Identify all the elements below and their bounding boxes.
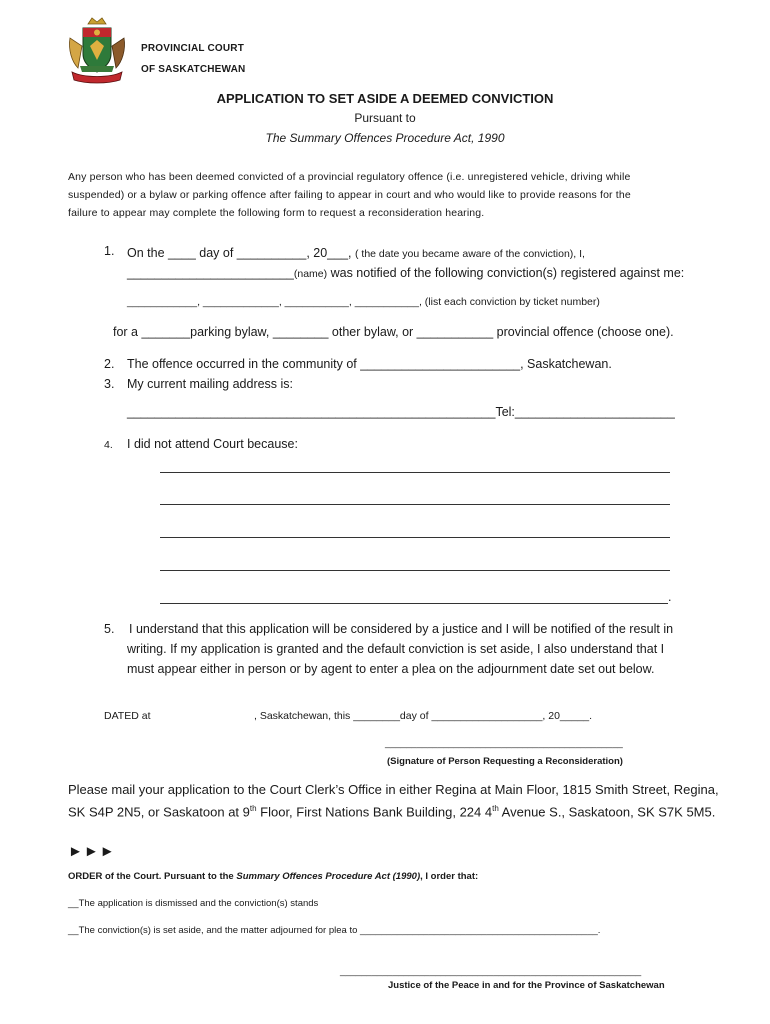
order-act: Summary Offences Procedure Act (1990) (236, 871, 421, 882)
reason-line-4[interactable] (160, 570, 670, 571)
item1-date-note: ( the date you became aware of the conviction), I, (354, 248, 585, 260)
order-heading (68, 871, 478, 882)
item5-line-2: writing. If my application is granted and the default conviction is set aside, I also understand that I (127, 642, 665, 656)
item1-offence-type[interactable]: for a _______parking bylaw, ________ other bylaw, or ___________ provincial offence (choose one). (113, 325, 674, 339)
mail-line-2c: Avenue S., Saskatoon, SK S7K 5M5. (498, 804, 716, 820)
item5-number: 5. (104, 622, 115, 636)
mail-line-1: Please mail your application to the Court Clerk’s Office in either Regina at Main Floor, 1815 Smith Street, Regina, (68, 782, 719, 797)
reason-line-5[interactable] (160, 603, 668, 604)
reason-line-3[interactable] (160, 537, 670, 538)
signature-line[interactable]: _____________________________________________ (385, 738, 623, 749)
reason-line-2[interactable] (160, 504, 670, 505)
item1-line2[interactable] (127, 264, 684, 282)
item3-label: My current mailing address is: (127, 377, 294, 391)
item1-name-field[interactable]: ________________________ (127, 266, 294, 280)
justice-signature-line[interactable]: _________________________________________________________ (340, 966, 642, 977)
justice-caption: Justice of the Peace in and for the Province of Saskatchewan (388, 980, 665, 991)
item2-community-field[interactable]: The offence occurred in the community of _______________________, Saskatchewan. (127, 357, 612, 371)
item1-name-label: (name) (293, 268, 328, 280)
item1-notified-text: was notified of the following conviction(s) registered against me: (327, 266, 685, 280)
reason-period: . (668, 590, 672, 604)
court-name-line1: PROVINCIAL COURT (141, 43, 245, 54)
intro-line-2: suspended) or a bylaw or parking offence after failing to appear in court and who would like to provide reasons for the (68, 189, 631, 201)
order-option-dismissed[interactable]: __The application is dismissed and the conviction(s) stands (68, 898, 319, 909)
item1-line3[interactable] (127, 292, 600, 310)
mail-line-2b: Floor, First Nations Bank Building, 224 4 (256, 804, 493, 820)
order-tail: , I order that: (420, 871, 479, 882)
reason-line-1[interactable] (160, 472, 670, 473)
address-tel-field[interactable]: _____________________________________________________Tel:_______________________ (127, 405, 675, 419)
item5-line-1: I understand that this application will be considered by a justice and I will be notified of the result in (129, 622, 674, 636)
pursuant-to: Pursuant to (354, 111, 416, 125)
mail-sup-2: th (492, 804, 499, 813)
arrows-icon: ►►► (68, 843, 116, 860)
dated-label: DATED at (104, 710, 151, 722)
signature-caption: (Signature of Person Requesting a Reconsideration) (387, 756, 623, 767)
item1-ticket-note: (list each conviction by ticket number) (421, 296, 600, 308)
order-lead: ORDER of the Court. Pursuant to the (68, 871, 237, 882)
mail-line-2a: SK S4P 2N5, or Saskatoon at 9 (68, 804, 250, 820)
mail-sup-1: th (249, 804, 257, 813)
item4-label: I did not attend Court because: (127, 437, 298, 451)
order-option-set-aside[interactable]: __The conviction(s) is set aside, and the matter adjourned for plea to _____________________________________________. (68, 925, 601, 936)
dated-fields[interactable]: , Saskatchewan, this ________day of ___________________, 20_____. (254, 710, 593, 722)
item5-line-3: must appear either in person or by agent to enter a plea on the adjournment date set out below. (127, 662, 655, 676)
intro-line-1: Any person who has been deemed convicted of a provincial regulatory offence (i.e. unregistered vehicle, driving while (68, 171, 631, 183)
item1-ticket-fields[interactable]: ____________, _____________, ___________, ___________, (127, 296, 422, 308)
item4-number: 4. (104, 439, 113, 451)
court-name-line2: OF SASKATCHEWAN (141, 64, 246, 75)
act-name: The Summary Offences Procedure Act, 1990 (265, 131, 505, 145)
intro-line-3: failure to appear may complete the following form to request a reconsideration hearing. (68, 207, 485, 219)
item1-line1[interactable] (127, 244, 585, 262)
item1-number: 1. (104, 244, 115, 258)
item3-number: 3. (104, 377, 115, 391)
saskatchewan-coat-of-arms-icon (66, 16, 128, 86)
mail-line-2 (68, 804, 715, 819)
item1-date-fields[interactable]: On the ____ day of __________, 20___, (127, 246, 355, 260)
page-title: APPLICATION TO SET ASIDE A DEEMED CONVICTION (216, 91, 554, 106)
item2-number: 2. (104, 357, 115, 371)
